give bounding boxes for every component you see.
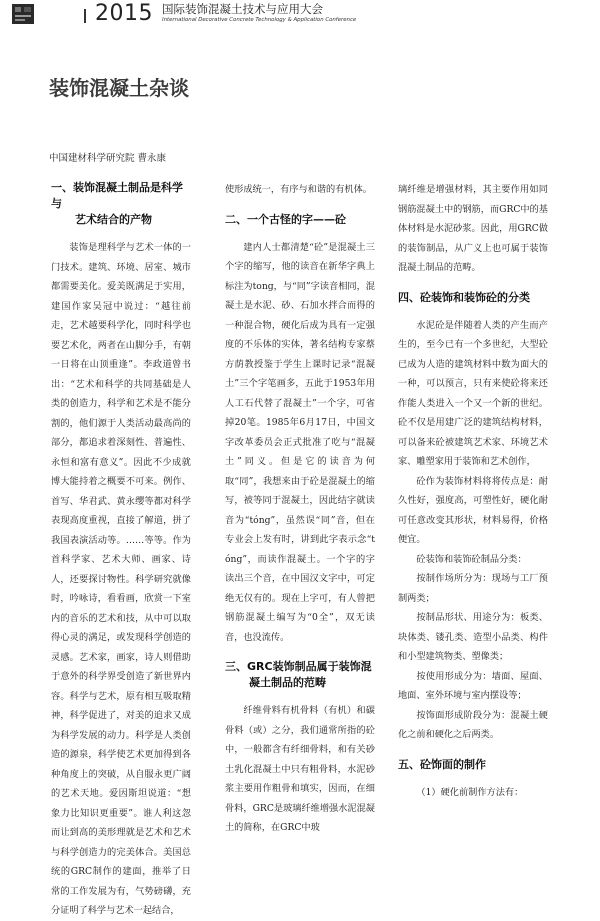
conference-header xyxy=(0,0,600,30)
header-year: 2015 xyxy=(95,1,153,26)
header-title-en: International Decorative Concrete Technology & Application Conference xyxy=(162,17,357,23)
section-heading-1-line1: 一、装饰混凝土制品是科学与 xyxy=(51,181,183,210)
article-author: 中国建材科学研究院 曹永康 xyxy=(49,153,167,164)
article-title: 装饰混凝土杂谈 xyxy=(49,76,189,100)
header-divider xyxy=(84,9,86,23)
section-heading-3 xyxy=(225,659,375,691)
paragraph: 使形成统一，有序与和谐的有机体。 xyxy=(225,184,372,195)
section-heading-5: 五、砼饰面的制作 xyxy=(398,757,486,771)
section-heading-4: 四、砼装饰和装饰砼的分类 xyxy=(398,290,530,304)
header-title-cn: 国际装饰混凝土技术与应用大会 xyxy=(162,2,323,16)
section-heading-3-line1: 三、GRC装饰制品属于装饰混 xyxy=(225,660,372,673)
paragraph: 按饰面形成阶段分为：混凝土硬化之前和硬化之后两类。 xyxy=(398,709,548,740)
paragraph: 水泥砼是伴随着人类的产生而产生的，至今已有一个多世纪，大型砼已成为人造的建筑材料中数为面大的一种，可以预言，只有来使砼将来还作能人类进入一个又一个新的世纪。砼不仅是用建广泛的建筑结构材料，可以备来砼被建筑艺术家、环境艺术家、雕塑家用于装饰和艺术创作， xyxy=(398,319,548,467)
text-column-2 xyxy=(225,180,375,833)
paragraph: 按制品形状、用途分为：板类、块体类、镂孔类、造型小品类、构件和小型建筑物类、塑像类； xyxy=(398,612,548,662)
section-heading-2: 二、一个古怪的字——砼 xyxy=(225,212,346,226)
paragraph: 按使用形成分为：墙面、屋面、地面、室外环境与室内摆设等； xyxy=(398,670,548,701)
paragraph: 装饰是理科学与艺术一体的一门技术。建筑、环境、居室、城市都需要美化。爱美既满足于实用，建国作家吴冠中说过：“越往前走，艺术越要科学化，同时科学也要艺术化，两者在山脚分手，有朝一日将在山顶重逢”。李政道曾书出：“艺术和科学的共同基础是人类的创造力，科学和艺术是不能分割的，他们源于人类活动最高尚的部分，都追求着深刻性、普遍性、永恒和富有意义”。因此不少成就博大能持着之概要不可来。例作、首写、华君武、黄永缨等都对科学表现高度重视，直接了解道，拼了我国表演活动等。……等等。作为首科学家、艺术大师、画家、诗人，还要探讨物性。科学研究就像时，吟咏诗，看看画，欣赏一下室内的音乐的艺术和技，从中可以取得心灵的满足，或发现科学创造的灵感。艺术家，画家，诗人则借助于意外的科学界受创造了新世界内容。科学与艺术，原有相互吸取精神，科学促进了，对美的追求又成为科学发展的动力。科学是人类创造的源泉，科学使艺术更加得到各种角度上的突破，从自服永更广阔的艺术天地。爱因斯坦说道：“想象力比知识更重要”。谁人利这忽而让到高的美形理就是艺术和艺术与科学创造力的完美体合。美国总统的GRC制作的建面，推举了日常的工作发展为有，气势磅礴，充分证明了科学与艺术一起结合， xyxy=(51,242,191,916)
paragraph: 砼装饰和装饰砼制品分类： xyxy=(416,553,527,565)
section-heading-1-line2: 艺术结合的产物 xyxy=(75,213,152,226)
paragraph: （1）硬化前制作方法有： xyxy=(416,786,524,798)
paragraph: 纤维骨料有机骨料（有机）和碳骨料（或）之分，我们通常所指的砼中，一般都含有纤细骨料，和有关砂土乳化混凝土中只有粗骨料，水泥砂浆主要用作粗骨和填实，因而，在细骨料，GRC是玻璃纤维增强水泥混凝土的简称，在GRC中玻 xyxy=(225,705,375,833)
paragraph: 建内人士都清楚“砼”是混凝土三个字的缩写，他的读音在新华字典上标注为tong，与“同”字读音相同，混凝土是水泥、砂、石加水拌合而得的一种混合物，硬化后成为具有一定强度的不乐体的实体，著名结构专家蔡方荫教授鉴于学生上课时记录“混凝土”三个字笔画多，五此于1953年用人工石代替了混凝土”一个字，可省掉20笔。1985年6月17日，中国文字改革委员会正式批准了吃与“混凝土”同义。但是它的读音为何取“同”，我想来由于砼是混凝土的缩写，被等同于混凝土，因此结字就读音为“tóng”，虽然误“同”音，但在专业会上发有时，讲到此字表示念“tóng”，而读作混凝土。一个字的字读出三个音，在中国汉文字中，可定绝无仅有的。现在上字可，有人曾把钢筋混凝土编写为“0全”，双无读音，也没流传。 xyxy=(225,241,375,643)
section-heading-3-line2: 凝土制品的范畴 xyxy=(249,676,326,689)
text-column-1 xyxy=(51,180,191,916)
paragraph: 璃纤维是增强材料，其主要作用如同钢筋混凝土中的钢筋，而GRC中的基体材料是水泥砂浆。因此，用GRC做的装饰制品，从广义上也可属于装饰混凝土制品的范畴。 xyxy=(398,184,548,273)
paragraph: 砼作为装饰材料将将传点是：耐久性好，强度高，可塑性好，硬化耐可任意改变其形状，材料易得，价格便宜。 xyxy=(398,475,548,545)
section-heading-1 xyxy=(51,180,191,228)
text-column-3 xyxy=(398,180,548,798)
paragraph: 按制作场所分为：现场与工厂预制两类； xyxy=(398,573,548,604)
conference-logo-icon xyxy=(12,4,34,24)
